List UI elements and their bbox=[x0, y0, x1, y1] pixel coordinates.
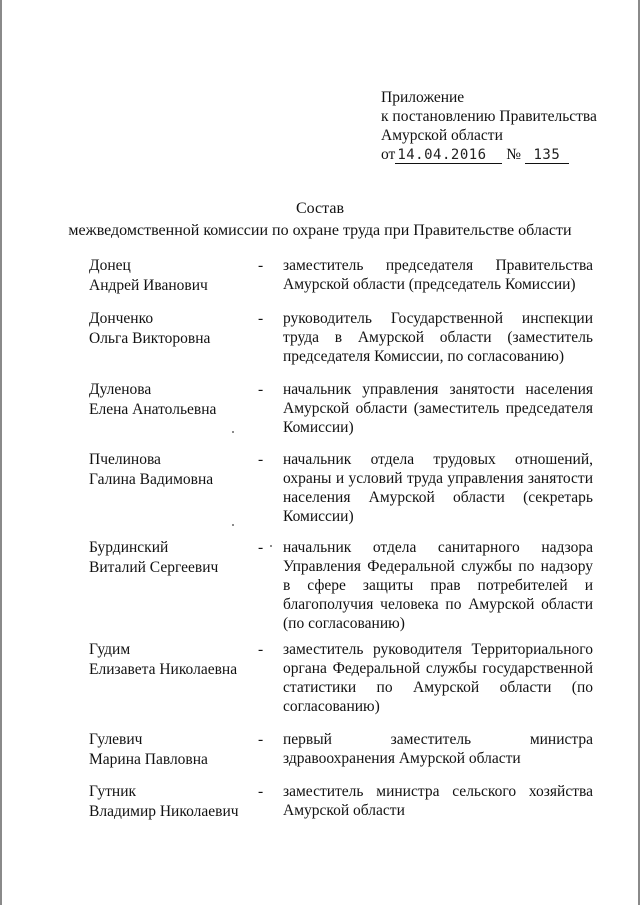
member-name bbox=[89, 640, 249, 680]
number-value: 135 bbox=[533, 147, 561, 163]
document-subtitle: межведомственной комиссии по охране труда при Правительстве области bbox=[68, 222, 572, 239]
member-name bbox=[89, 450, 249, 490]
scan-speck bbox=[270, 545, 272, 547]
document-title: Состав bbox=[295, 200, 344, 217]
number-field bbox=[525, 147, 569, 164]
member-surname: Гудим bbox=[89, 641, 131, 658]
member-surname: Гутник bbox=[89, 783, 137, 800]
appendix-resolution-ref: к постановлению Правительства bbox=[381, 108, 597, 125]
member-role: начальник отдела санитарного надзора Управления Федеральной службы по надзору в сфере защиты прав потребителей и благополучия человека по Амурской области (по согласованию) bbox=[283, 539, 593, 632]
member-dash: - bbox=[258, 731, 264, 748]
member-name bbox=[89, 538, 249, 578]
appendix-date-line bbox=[381, 145, 597, 164]
member-dash: - bbox=[258, 539, 264, 556]
member-name bbox=[89, 256, 249, 296]
scan-speck bbox=[232, 431, 234, 433]
member-dash: - bbox=[258, 641, 264, 658]
member-role: заместитель руководителя Территориального органа Федеральной службы государственной статистики по Амурской области (по согласованию) bbox=[283, 641, 593, 715]
member-given-name: Андрей Иванович bbox=[89, 277, 208, 294]
number-prefix: № bbox=[506, 146, 521, 163]
member-surname: Пчелинова bbox=[89, 451, 161, 468]
member-dash: - bbox=[258, 381, 264, 398]
member-role: первый заместитель министра здравоохранения Амурской области bbox=[283, 731, 593, 767]
member-given-name: Марина Павловна bbox=[89, 751, 208, 768]
member-given-name: Елена Анатольевна bbox=[89, 401, 217, 418]
appendix-region: Амурской области bbox=[381, 127, 503, 144]
date-prefix: от bbox=[381, 146, 396, 163]
appendix-title: Приложение bbox=[381, 89, 465, 106]
member-surname: Донченко bbox=[89, 310, 154, 327]
date-value: 14.04.2016 bbox=[397, 147, 487, 163]
member-dash: - bbox=[258, 783, 264, 800]
member-given-name: Виталий Сергеевич bbox=[89, 559, 219, 576]
member-name bbox=[89, 380, 249, 420]
scan-edge-left bbox=[0, 0, 2, 905]
member-given-name: Владимир Николаевич bbox=[89, 803, 239, 820]
member-role: руководитель Государственной инспекции труда в Амурской области (заместитель председателя Комиссии, по согласованию) bbox=[283, 310, 593, 365]
member-surname: Дуленова bbox=[89, 381, 152, 398]
member-name bbox=[89, 309, 249, 349]
member-name bbox=[89, 782, 249, 822]
member-given-name: Галина Вадимовна bbox=[89, 471, 214, 488]
member-surname: Бурдинский bbox=[89, 539, 169, 556]
member-name bbox=[89, 730, 249, 770]
member-role: заместитель председателя Правительства Амурской области (председатель Комиссии) bbox=[283, 257, 593, 293]
member-dash: - bbox=[258, 451, 264, 468]
member-role: заместитель министра сельского хозяйства Амурской области bbox=[283, 783, 593, 819]
member-role: начальник отдела трудовых отношений, охраны и условий труда управления занятости населения Амурской области (секретарь Комиссии) bbox=[283, 451, 593, 525]
member-dash: - bbox=[258, 257, 264, 274]
date-field bbox=[395, 147, 502, 164]
member-given-name: Ольга Викторовна bbox=[89, 330, 211, 347]
member-surname: Гулевич bbox=[89, 731, 143, 748]
appendix-header bbox=[381, 88, 597, 164]
member-dash: - bbox=[258, 310, 264, 327]
member-given-name: Елизавета Николаевна bbox=[89, 661, 238, 678]
scan-speck bbox=[232, 524, 234, 526]
member-role: начальник управления занятости населения Амурской области (заместитель председателя Комиссии) bbox=[283, 381, 593, 436]
member-surname: Донец bbox=[89, 257, 131, 274]
